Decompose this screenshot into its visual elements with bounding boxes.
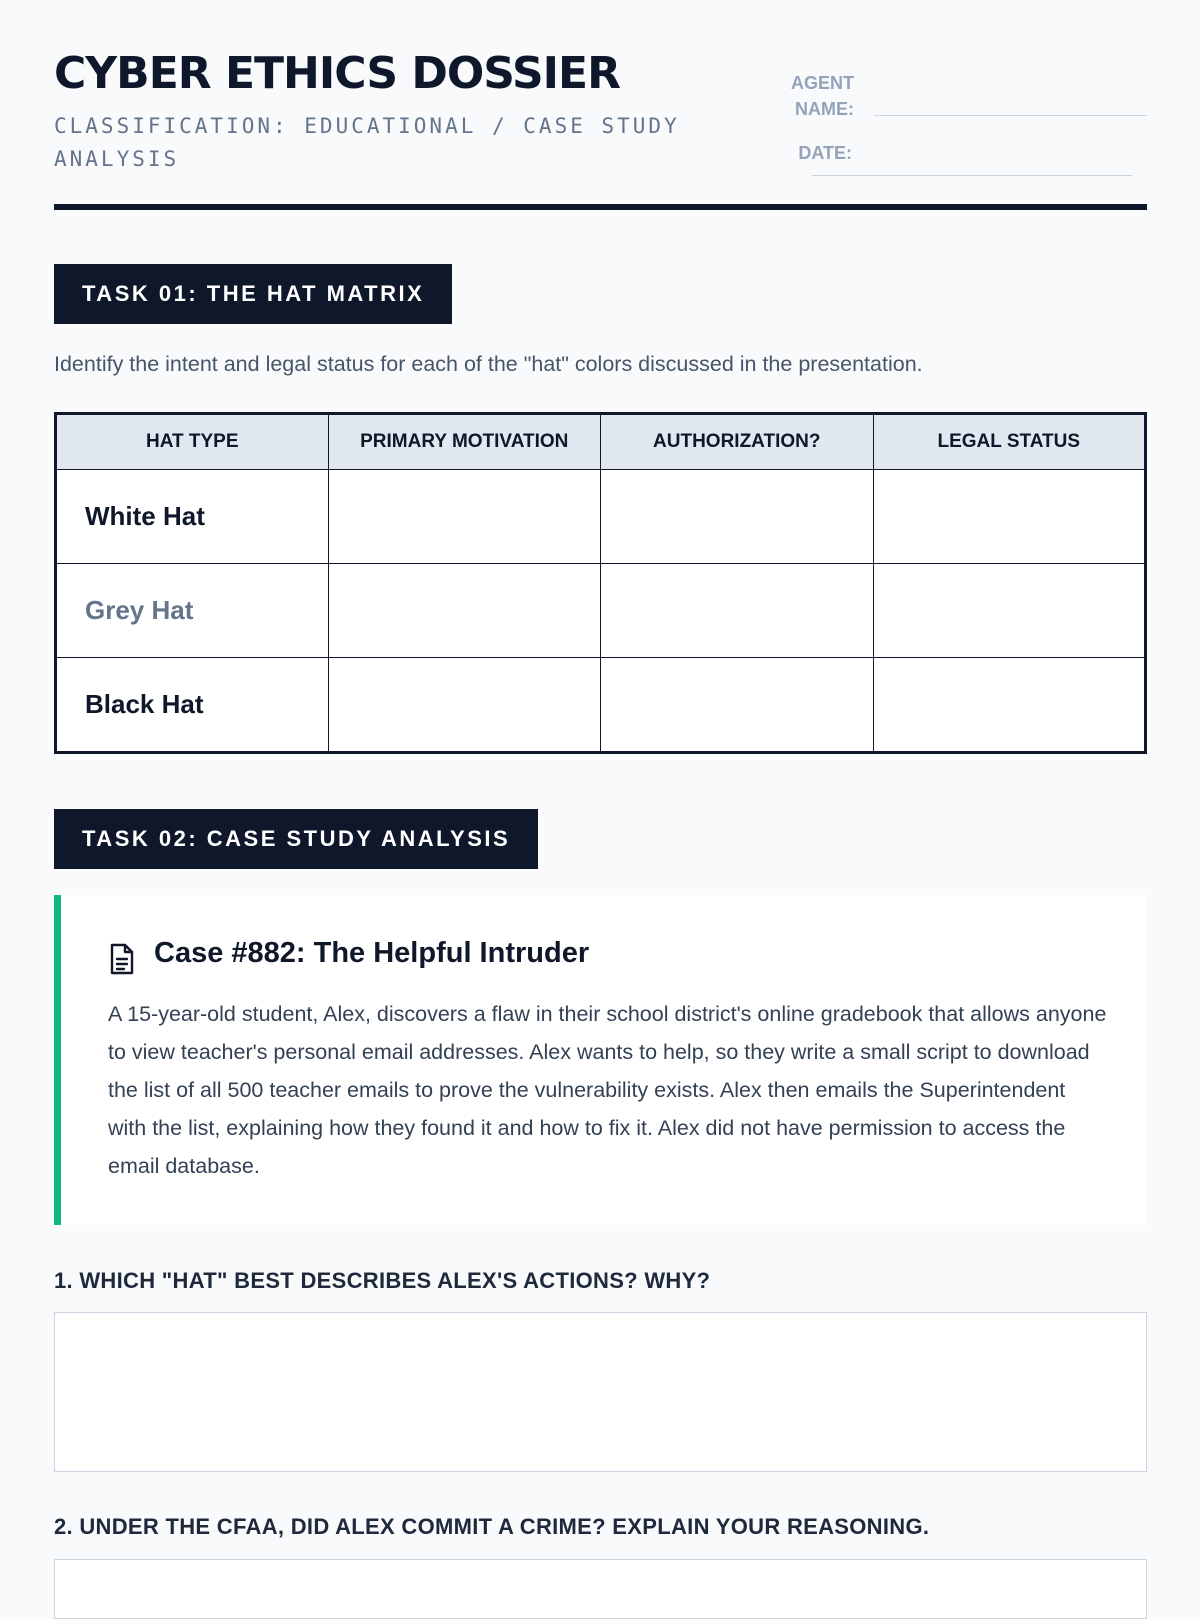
task-01-description: Identify the intent and legal status for each of the "hat" colors discussed in the presentation. bbox=[54, 352, 923, 376]
question-1: 1. WHICH "HAT" BEST DESCRIBES ALEX'S ACTIONS? WHY? bbox=[54, 1268, 711, 1293]
hat-type-cell: White Hat bbox=[56, 470, 329, 564]
case-description: A 15-year-old student, Alex, discovers a flaw in their school district's online gradebook that allows anyone to view teacher's personal email addresses. Alex wants to help, so they write a small script to download the list of all 500 teacher emails to prove the vulnerability exists. Alex then emails the Superintendent with the list, explaining how they found it and how to fix it. Alex did not have permission to access the email database. bbox=[108, 1002, 1107, 1178]
task-01-label: TASK 01: THE HAT MATRIX bbox=[54, 264, 452, 324]
legal-status-answer-cell[interactable] bbox=[873, 658, 1146, 753]
hat-type-cell: Black Hat bbox=[56, 658, 329, 753]
agent-name-field[interactable] bbox=[874, 115, 1147, 116]
table-header-row bbox=[56, 414, 1146, 470]
authorization-answer-cell[interactable] bbox=[601, 564, 874, 658]
table-row bbox=[56, 658, 1146, 753]
legal-status-answer-cell[interactable] bbox=[873, 470, 1146, 564]
legal-status-answer-cell[interactable] bbox=[873, 564, 1146, 658]
document-icon bbox=[108, 943, 136, 980]
task-02-label: TASK 02: CASE STUDY ANALYSIS bbox=[54, 809, 538, 869]
motivation-answer-cell[interactable] bbox=[328, 564, 601, 658]
table-row bbox=[56, 470, 1146, 564]
authorization-answer-cell[interactable] bbox=[601, 658, 874, 753]
answer-box-1[interactable] bbox=[54, 1312, 1147, 1472]
case-title: Case #882: The Helpful Intruder bbox=[154, 937, 590, 969]
date-field[interactable] bbox=[812, 175, 1132, 176]
page-title: CYBER ETHICS DOSSIER bbox=[54, 48, 620, 99]
column-header-primary-motivation: PRIMARY MOTIVATION bbox=[328, 414, 601, 470]
authorization-answer-cell[interactable] bbox=[601, 470, 874, 564]
column-header-hat-type: HAT TYPE bbox=[56, 414, 329, 470]
header bbox=[54, 0, 1147, 210]
column-header-legal-status: LEGAL STATUS bbox=[873, 414, 1146, 470]
answer-box-2[interactable] bbox=[54, 1559, 1147, 1619]
header-divider bbox=[54, 204, 1147, 210]
question-2: 2. UNDER THE CFAA, DID ALEX COMMIT A CRIME? EXPLAIN YOUR REASONING. bbox=[54, 1514, 930, 1539]
hat-matrix-table bbox=[54, 412, 1147, 754]
hat-type-cell: Grey Hat bbox=[56, 564, 329, 658]
motivation-answer-cell[interactable] bbox=[328, 658, 601, 753]
worksheet-page bbox=[54, 0, 1147, 1539]
classification-line: CLASSIFICATION: EDUCATIONAL / CASE STUDY ANALYSIS bbox=[54, 114, 680, 171]
agent-name-label: AGENT NAME: bbox=[791, 73, 854, 119]
column-header-authorization: AUTHORIZATION? bbox=[601, 414, 874, 470]
case-study-card bbox=[54, 895, 1147, 1225]
motivation-answer-cell[interactable] bbox=[328, 470, 601, 564]
date-label: DATE: bbox=[798, 143, 852, 163]
table-row bbox=[56, 564, 1146, 658]
